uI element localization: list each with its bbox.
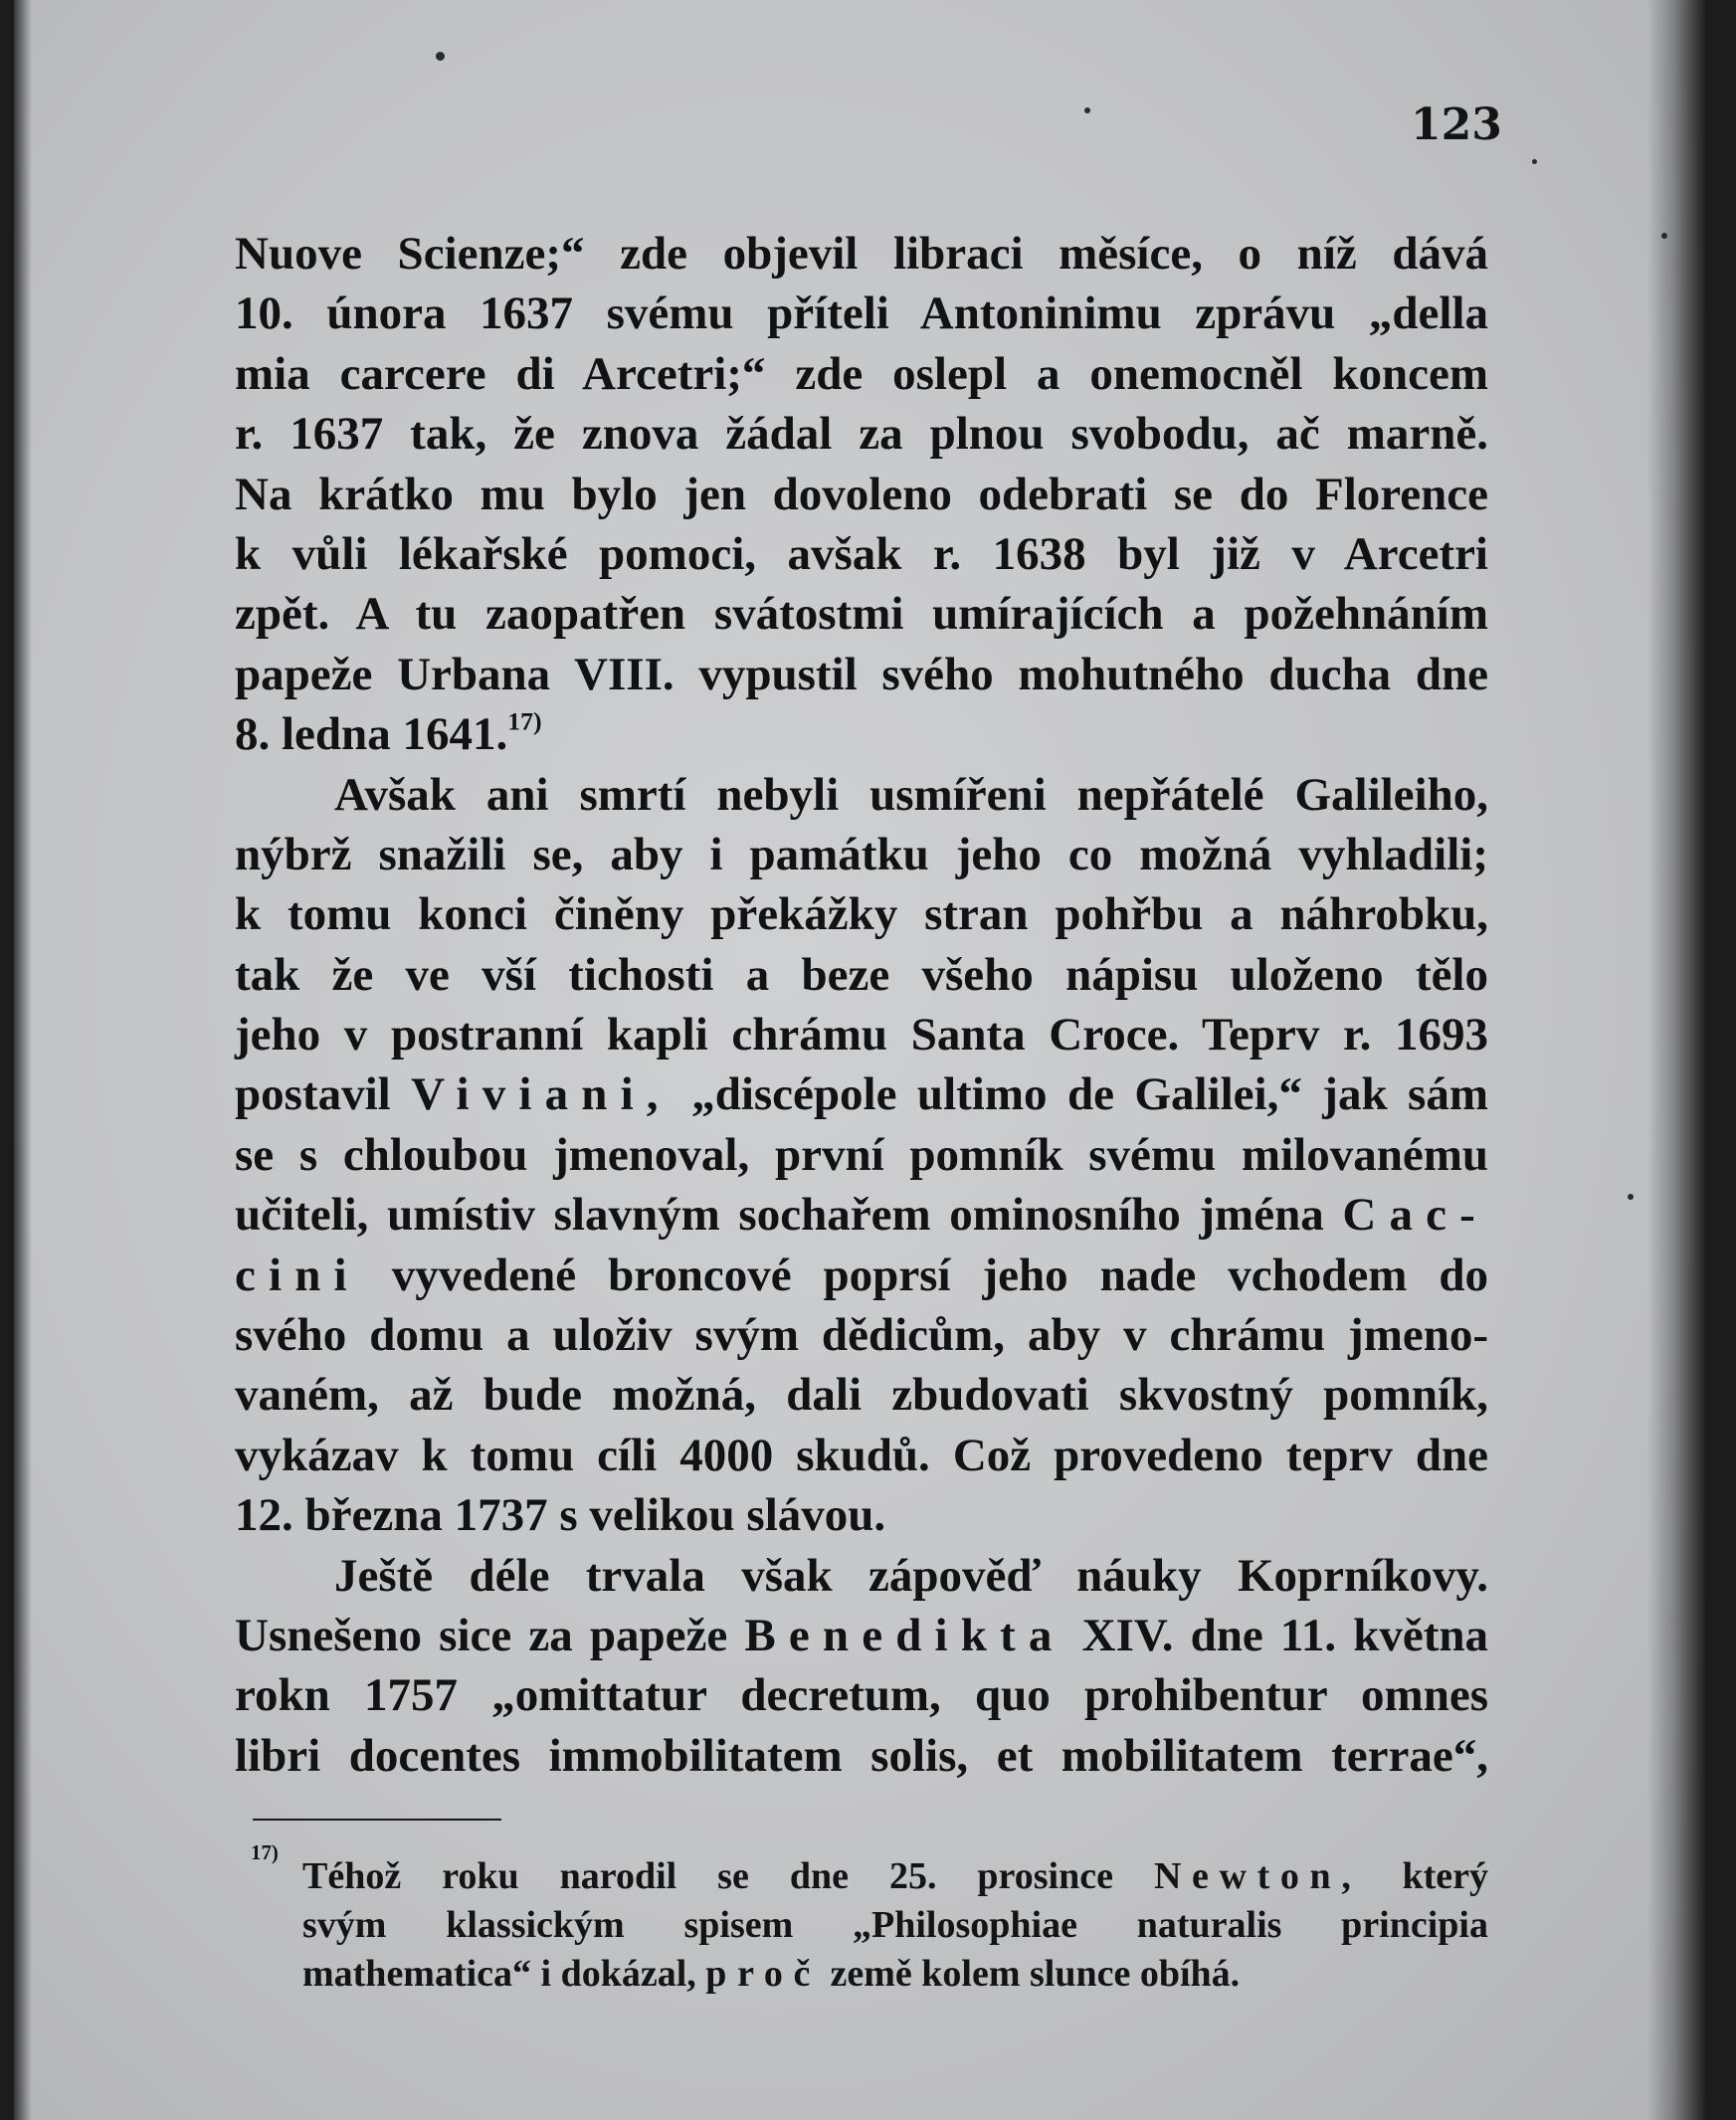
book-page — [14, 0, 1705, 2120]
text-fragment: Usnešeno sice za papeže — [235, 1609, 728, 1661]
text-fragment: země kolem slunce obíhá. — [830, 1953, 1241, 1995]
page-right-shadow — [1647, 0, 1705, 2120]
scan-speck — [1532, 159, 1537, 164]
text-fragment: „discépole ultimo de Galilei,“ jak sám — [691, 1068, 1488, 1121]
spaced-name: proč — [705, 1953, 822, 1995]
text-line: vaném, až bude možná, dali zbudovati skvostný pomník, — [235, 1369, 1488, 1422]
footnote-line: svým klassickým spisem „Philosophiae naturalis principia — [302, 1904, 1488, 1946]
footnote-line — [302, 1852, 1488, 1901]
text-line: vykázav k tomu cíli 4000 skudů. Což provedeno teprv dne — [235, 1429, 1488, 1481]
spaced-name: Cac- — [1342, 1189, 1488, 1242]
text-line: libri docentes immobilitatem solis, et mobilitatem terrae“, — [235, 1729, 1488, 1782]
text-line: nýbrž snažili se, aby i památku jeho co možná vyhladili; — [235, 828, 1488, 880]
scan-speck — [436, 52, 445, 61]
spaced-name: Newton, — [1153, 1855, 1362, 1897]
text-line: Avšak ani smrtí nebyli usmířeni nepřátelé Galileiho, — [334, 768, 1488, 821]
page-left-shadow — [14, 0, 32, 2120]
scan-speck — [1084, 107, 1090, 113]
text-line: tak že ve vší tichosti a beze všeho nápisu uloženo tělo — [235, 948, 1488, 1001]
text-line: jeho v postranní kapli chrámu Santa Croce. Teprv r. 1693 — [235, 1009, 1488, 1061]
body-text — [235, 224, 1488, 1786]
text-line: k tomu konci činěny překážky stran pohřbu a náhrobku, — [235, 888, 1488, 941]
text-line: 10. února 1637 svému příteli Antoninimu zprávu „della — [235, 288, 1488, 340]
text-line — [235, 1246, 1488, 1305]
footnote-reference[interactable]: 17) — [507, 706, 542, 736]
text-fragment: který — [1402, 1855, 1489, 1897]
text-line: mia carcere di Arcetri;“ zde oslepl a onemocněl koncem — [235, 347, 1488, 400]
text-fragment: mathematica“ i dokázal, — [302, 1953, 696, 1995]
text-line: Nuove Scienze;“ zde objevil libraci měsíce, o níž dává — [235, 228, 1488, 280]
text-fragment: XIV. dne 11. května — [1081, 1609, 1489, 1661]
spaced-name: cini — [235, 1249, 360, 1301]
footnote: 17) Téhož roku narodil se dne 25. prosince Newton, který svým klassickým spisem „Philosophiae naturalis principia mathematica“ i dokázal, proč země kolem slunce obíhá. — [302, 1852, 1488, 1999]
text-line: Ještě déle trvala však zápověď náuky Koprníkovy. — [334, 1549, 1488, 1602]
text-line: r. 1637 tak, že znova žádal za plnou svobodu, ač marně. — [235, 408, 1488, 461]
text-line: 12. března 1737 s velikou slávou. — [235, 1489, 886, 1542]
text-fragment: Téhož roku narodil se dne 25. prosince — [302, 1855, 1113, 1897]
text-line — [235, 1064, 1488, 1124]
text-fragment: postavil — [235, 1068, 391, 1121]
text-line: papeže Urbana VIII. vypustil svého mohutného ducha dne — [235, 648, 1488, 700]
text-fragment: vyvedené broncové poprsí jeho nade vchodem do — [391, 1249, 1488, 1301]
text-line: zpět. A tu zaopatřen svátostmi umírajících a požehnáním — [235, 588, 1488, 641]
text-fragment: učiteli, umístiv slavným sochařem ominosního jména — [235, 1189, 1324, 1242]
text-line — [235, 704, 1488, 764]
text-line: Na krátko mu bylo jen dovoleno odebrati se do Florence — [235, 468, 1488, 520]
spaced-name: Viviani, — [411, 1068, 672, 1121]
text-line: se s chloubou jmenoval, první pomník svému milovanému — [235, 1128, 1488, 1181]
scan-speck — [1628, 1194, 1634, 1200]
text-line: rokn 1757 „omittatur decretum, quo prohibentur omnes — [235, 1669, 1488, 1722]
scan-speck — [1661, 233, 1667, 239]
page-number: 123 — [1411, 99, 1502, 150]
text-line: k vůli lékařské pomoci, avšak r. 1638 byl již v Arcetri — [235, 527, 1488, 580]
spaced-name: Benedikta — [744, 1609, 1065, 1661]
text-line — [235, 1185, 1488, 1245]
footnote-divider — [253, 1819, 501, 1821]
footnote-line — [302, 1950, 1488, 1999]
text-line: svého domu a uloživ svým dědicům, aby v chrámu jmeno- — [235, 1309, 1488, 1362]
text-fragment: 8. ledna 1641. — [235, 708, 508, 761]
text-line — [235, 1606, 1488, 1665]
